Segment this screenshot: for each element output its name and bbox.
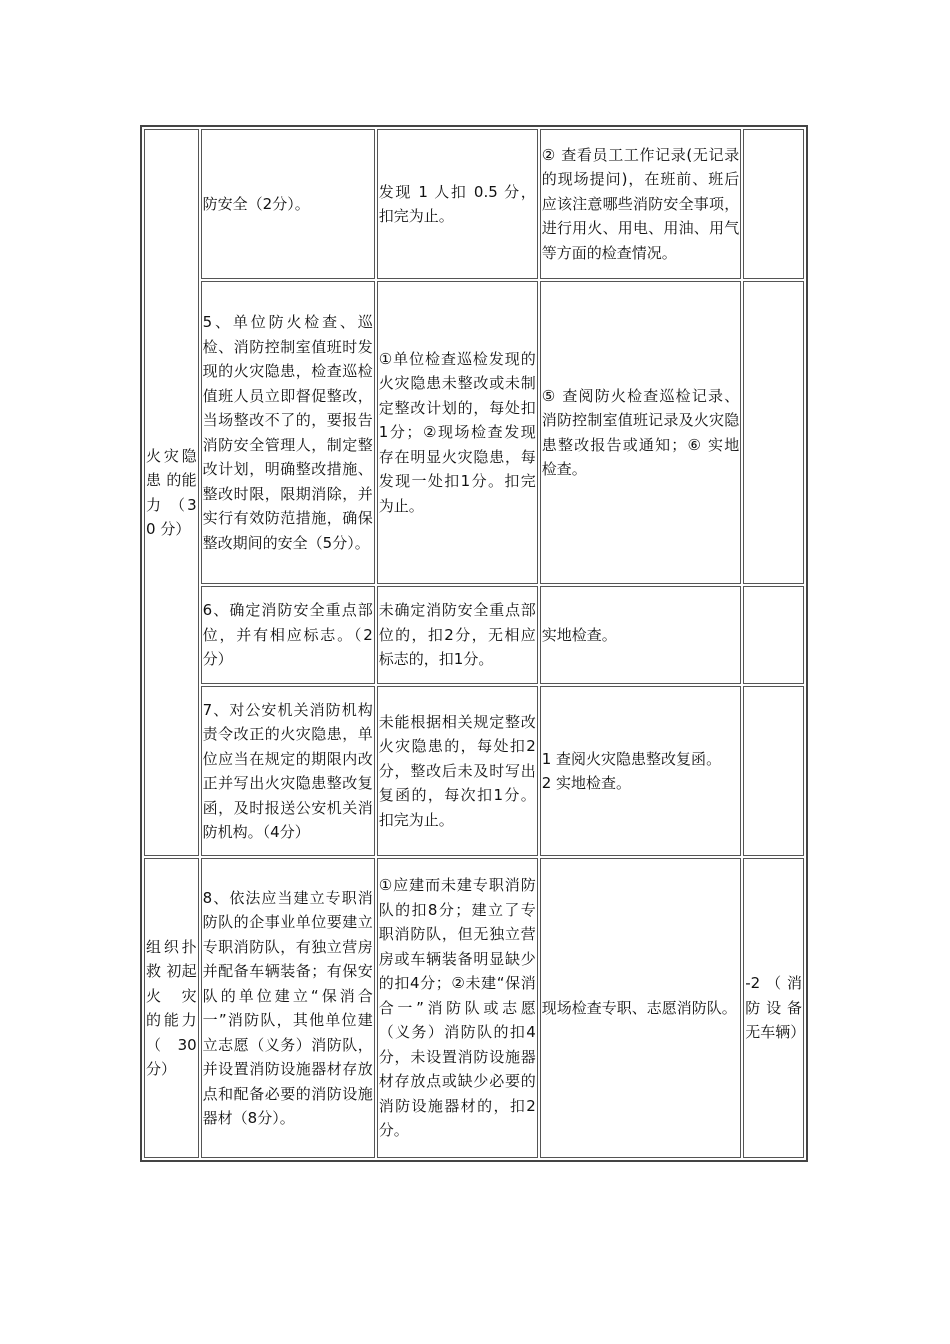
item-cell: 7、对公安机关消防机构责令改正的火灾隐患，单位应当在规定的期限内改正并写出火灾隐患整改复函，及时报送公安机关消防机构。（4分） [201, 686, 375, 856]
remark-cell [743, 129, 804, 279]
method-cell: ② 查看员工工作记录(无记录的现场提问)，在班前、班后应该注意哪些消防安全事项，进行用火、用电、用油、用气等方面的检查情况。 [540, 129, 741, 279]
method-cell: 1 查阅火灾隐患整改复函。 2 实地检查。 [540, 686, 741, 856]
item-cell: 5、单位防火检查、巡检、消防控制室值班时发现的火灾隐患，检查巡检值班人员立即督促整改，当场整改不了的，要报告消防安全管理人，制定整改计划，明确整改措施、整改时限，限期消除，并实行有效防范措施，确保整改期间的安全（5分）。 [201, 281, 375, 584]
item-cell: 8、依法应当建立专职消防队的企事业单位要建立专职消防队，有独立营房并配备车辆装备；有保安队的单位建立“保消合一”消防队，其他单位建立志愿（义务）消防队，并设置消防设施器材存放点和配备必要的消防设施器材（8分）。 [201, 858, 375, 1158]
deduction-cell: 未能根据相关规定整改火灾隐患的，每处扣2分，整改后未及时写出复函的，每次扣1分。扣完为止。 [377, 686, 538, 856]
method-cell: 实地检查。 [540, 586, 741, 684]
deduction-cell: ①单位检查巡检发现的火灾隐患未整改或未制定整改计划的，每处扣1分；②现场检查发现存在明显火灾隐患，每发现一处扣1分。扣完为止。 [377, 281, 538, 584]
table-row [144, 281, 804, 584]
table-row [144, 858, 804, 1158]
remark-cell [743, 686, 804, 856]
item-cell: 防安全（2分）。 [201, 129, 375, 279]
deduction-cell: ①应建而未建专职消防队的扣8分；建立了专职消防队，但无独立营房或车辆装备明显缺少的扣4分；②未建“保消合一”消防队或志愿（义务）消防队的扣4分，未设置消防设施器材存放点或缺少必要的消防设施器材的，扣2分。 [377, 858, 538, 1158]
category-initial-fire-fighting: 组织扑 救 初起火 灾 的能力 （30 分） [144, 858, 199, 1158]
remark-cell [743, 281, 804, 584]
table-row [144, 586, 804, 684]
category-hazard-rectification: 火灾隐 患 的能力 （30 分） [144, 129, 199, 856]
table-row [144, 686, 804, 856]
remark-cell: -2（消防设备无车辆） [743, 858, 804, 1158]
deduction-cell: 发现 1 人扣 0.5 分，扣完为止。 [377, 129, 538, 279]
method-cell: 现场检查专职、志愿消防队。 [540, 858, 741, 1158]
fire-safety-assessment-table [140, 125, 808, 1162]
table-row [144, 129, 804, 279]
item-cell: 6、确定消防安全重点部位，并有相应标志。（2分） [201, 586, 375, 684]
deduction-cell: 未确定消防安全重点部位的，扣2分，无相应标志的，扣1分。 [377, 586, 538, 684]
method-cell: ⑤ 查阅防火检查巡检记录、消防控制室值班记录及火灾隐患整改报告或通知；⑥ 实地检查。 [540, 281, 741, 584]
remark-cell [743, 586, 804, 684]
